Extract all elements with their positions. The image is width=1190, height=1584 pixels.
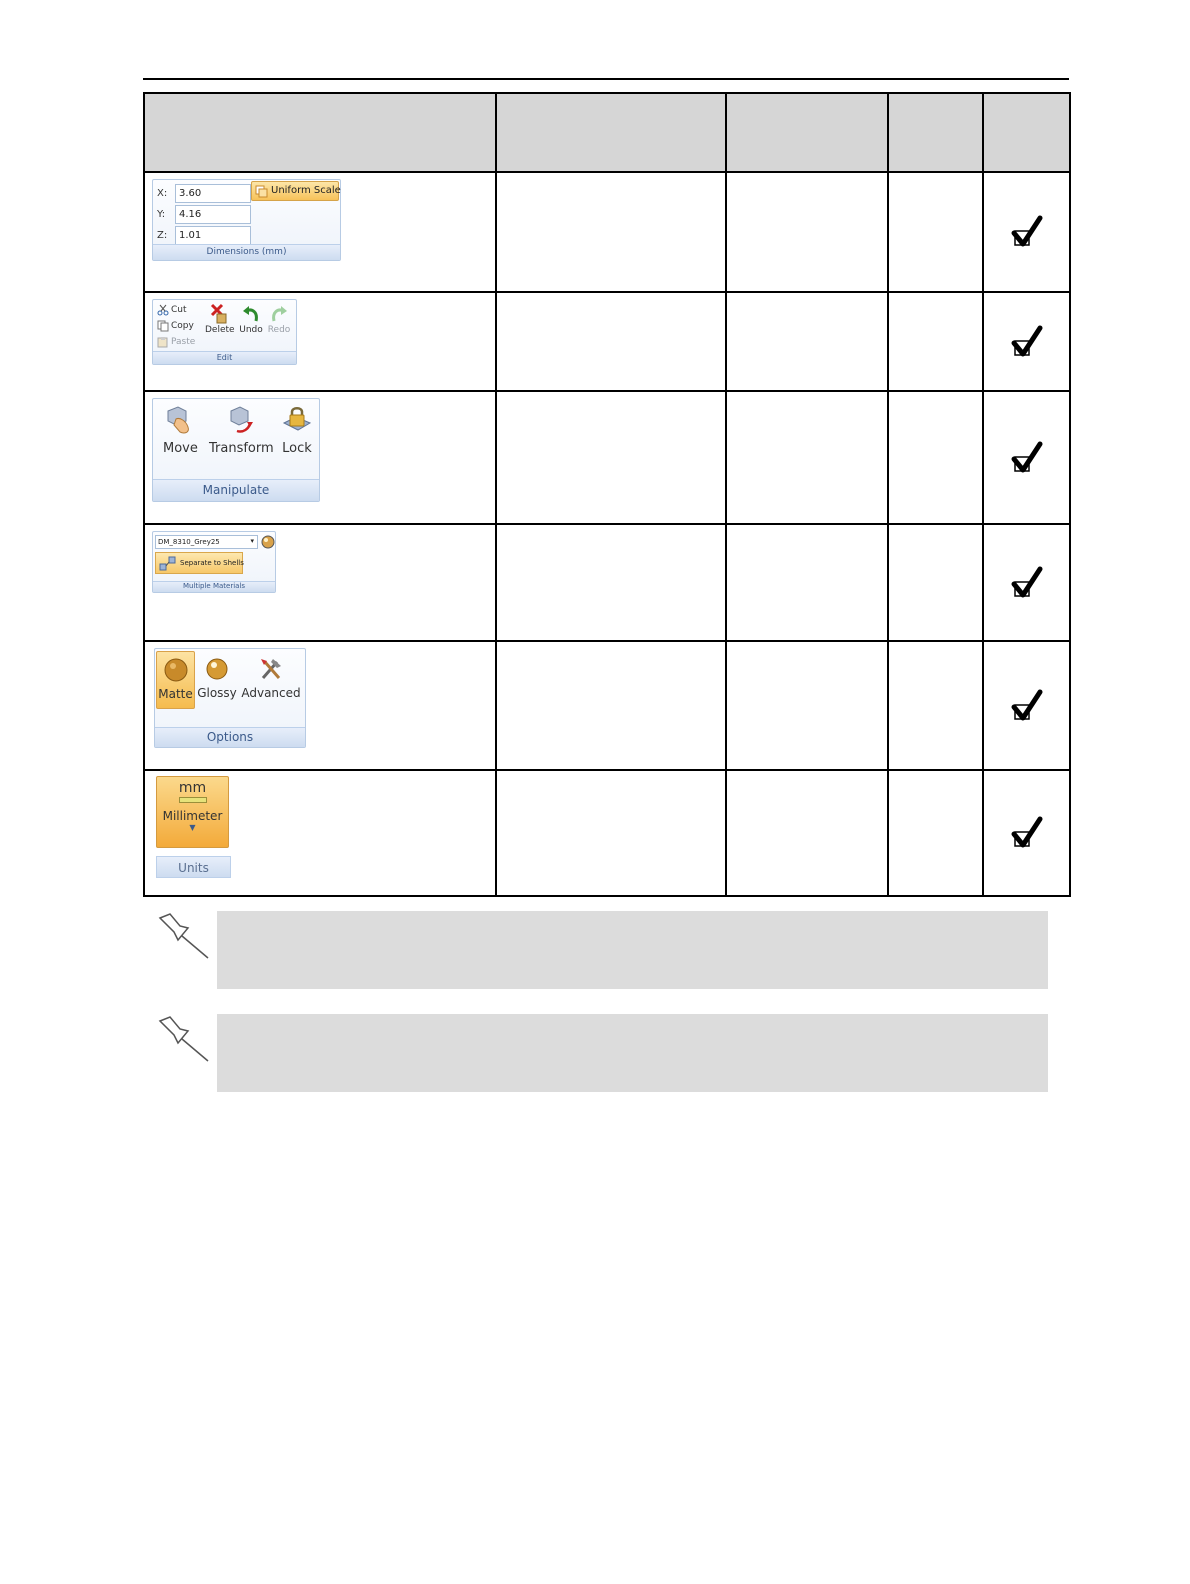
ribbon-cell	[144, 172, 496, 292]
table-cell	[888, 641, 983, 770]
table-row	[144, 524, 1070, 641]
panel-title: Options	[155, 727, 305, 747]
check-mark-icon	[1010, 441, 1044, 475]
ribbon-cell	[144, 641, 496, 770]
table-row	[144, 292, 1070, 391]
edit-panel	[152, 299, 297, 365]
ribbon-cell	[144, 391, 496, 524]
matte-sphere-icon	[163, 657, 189, 683]
units-panel	[156, 776, 231, 880]
table-row	[144, 770, 1070, 896]
dimensions-panel	[152, 179, 341, 261]
undo-label: Undo	[239, 325, 263, 335]
lock-button[interactable]	[281, 405, 313, 456]
table-cell	[726, 524, 888, 641]
delete-icon	[209, 303, 229, 325]
header-cell	[726, 93, 888, 172]
z-label: Z:	[157, 230, 168, 241]
chevron-down-icon: ▾	[250, 537, 254, 545]
panel-title: Edit	[153, 351, 296, 364]
paste-icon	[157, 336, 169, 348]
separate-to-shells-button[interactable]	[155, 552, 243, 574]
table-cell	[726, 172, 888, 292]
units-dropdown-button[interactable]	[156, 776, 229, 848]
check-mark-icon	[1010, 566, 1044, 600]
pushpin-icon	[158, 912, 210, 960]
check-cell	[983, 524, 1070, 641]
check-cell	[983, 770, 1070, 896]
chevron-down-icon: ▼	[189, 823, 196, 832]
separate-to-shells-label: Separate to Shells	[180, 559, 244, 567]
move-button[interactable]	[163, 405, 198, 456]
copy-label: Copy	[171, 321, 194, 331]
manipulate-panel	[152, 398, 320, 502]
material-dropdown[interactable]	[155, 535, 258, 549]
advanced-button[interactable]	[239, 651, 303, 700]
header-cell	[144, 93, 496, 172]
redo-label: Redo	[267, 325, 291, 335]
table-cell	[888, 391, 983, 524]
table-cell	[888, 292, 983, 391]
undo-button[interactable]	[237, 303, 265, 335]
ribbon-cell	[144, 524, 496, 641]
redo-button[interactable]	[265, 303, 293, 335]
feature-table	[143, 92, 1071, 897]
check-mark-icon	[1010, 816, 1044, 850]
advanced-label: Advanced	[241, 686, 301, 700]
delete-button[interactable]	[205, 303, 233, 335]
matte-label: Matte	[158, 687, 193, 701]
table-header-row	[144, 93, 1070, 172]
table-cell	[496, 770, 726, 896]
table-cell	[496, 391, 726, 524]
units-label: Millimeter	[162, 809, 223, 823]
uniform-scale-button[interactable]	[251, 181, 339, 201]
ribbon-cell	[144, 770, 496, 896]
lock-label: Lock	[282, 441, 312, 456]
ribbon-cell	[144, 292, 496, 391]
panel-title: Dimensions (mm)	[153, 244, 340, 260]
table-cell	[496, 524, 726, 641]
units-symbol: mm	[178, 780, 207, 796]
check-cell	[983, 391, 1070, 524]
transform-icon	[225, 405, 257, 435]
lock-icon	[281, 405, 313, 435]
glossy-sphere-icon	[204, 656, 230, 682]
glossy-button[interactable]	[197, 651, 237, 700]
note-box	[217, 1014, 1048, 1092]
panel-title: Manipulate	[153, 479, 319, 501]
table-cell	[888, 524, 983, 641]
x-dimension-input[interactable]: 3.60	[175, 184, 251, 203]
table-row	[144, 391, 1070, 524]
uniform-scale-label: Uniform Scale	[271, 185, 341, 196]
pushpin-icon	[158, 1015, 210, 1063]
check-mark-icon	[1010, 215, 1044, 249]
multiple-materials-panel	[152, 531, 276, 593]
table-cell	[888, 172, 983, 292]
cut-label: Cut	[171, 305, 187, 315]
table-cell	[726, 641, 888, 770]
options-panel	[154, 648, 306, 748]
transform-button[interactable]	[209, 405, 274, 456]
redo-icon	[269, 303, 289, 325]
scissors-icon	[157, 304, 169, 316]
y-label: Y:	[157, 209, 166, 220]
table-cell	[496, 292, 726, 391]
check-mark-icon	[1010, 689, 1044, 723]
undo-icon	[241, 303, 261, 325]
glossy-label: Glossy	[197, 686, 237, 700]
panel-title: Units	[156, 856, 231, 878]
x-label: X:	[157, 188, 168, 199]
note-box	[217, 911, 1048, 989]
copy-icon	[157, 320, 169, 332]
separate-shells-icon	[159, 556, 177, 572]
table-row	[144, 641, 1070, 770]
table-cell	[496, 172, 726, 292]
check-cell	[983, 172, 1070, 292]
transform-label: Transform	[209, 441, 274, 456]
material-value: DM_8310_Grey25	[158, 538, 220, 546]
z-dimension-input[interactable]: 1.01	[175, 226, 251, 245]
y-dimension-input[interactable]: 4.16	[175, 205, 251, 224]
table-cell	[726, 391, 888, 524]
tools-icon	[257, 656, 285, 682]
material-sphere-icon[interactable]	[261, 535, 275, 549]
table-cell	[496, 641, 726, 770]
table-cell	[888, 770, 983, 896]
matte-button[interactable]	[156, 651, 195, 709]
check-mark-icon	[1010, 325, 1044, 359]
table-cell	[726, 292, 888, 391]
panel-title: Multiple Materials	[153, 581, 275, 592]
top-rule	[143, 78, 1069, 80]
ruler-icon	[179, 797, 207, 803]
delete-label: Delete	[205, 325, 235, 335]
paste-label: Paste	[171, 337, 196, 347]
header-cell	[496, 93, 726, 172]
move-label: Move	[163, 441, 198, 456]
move-hand-icon	[164, 405, 196, 435]
uniform-scale-icon	[255, 185, 268, 198]
header-cell	[983, 93, 1070, 172]
table-cell	[726, 770, 888, 896]
header-cell	[888, 93, 983, 172]
check-cell	[983, 641, 1070, 770]
table-row	[144, 172, 1070, 292]
check-cell	[983, 292, 1070, 391]
